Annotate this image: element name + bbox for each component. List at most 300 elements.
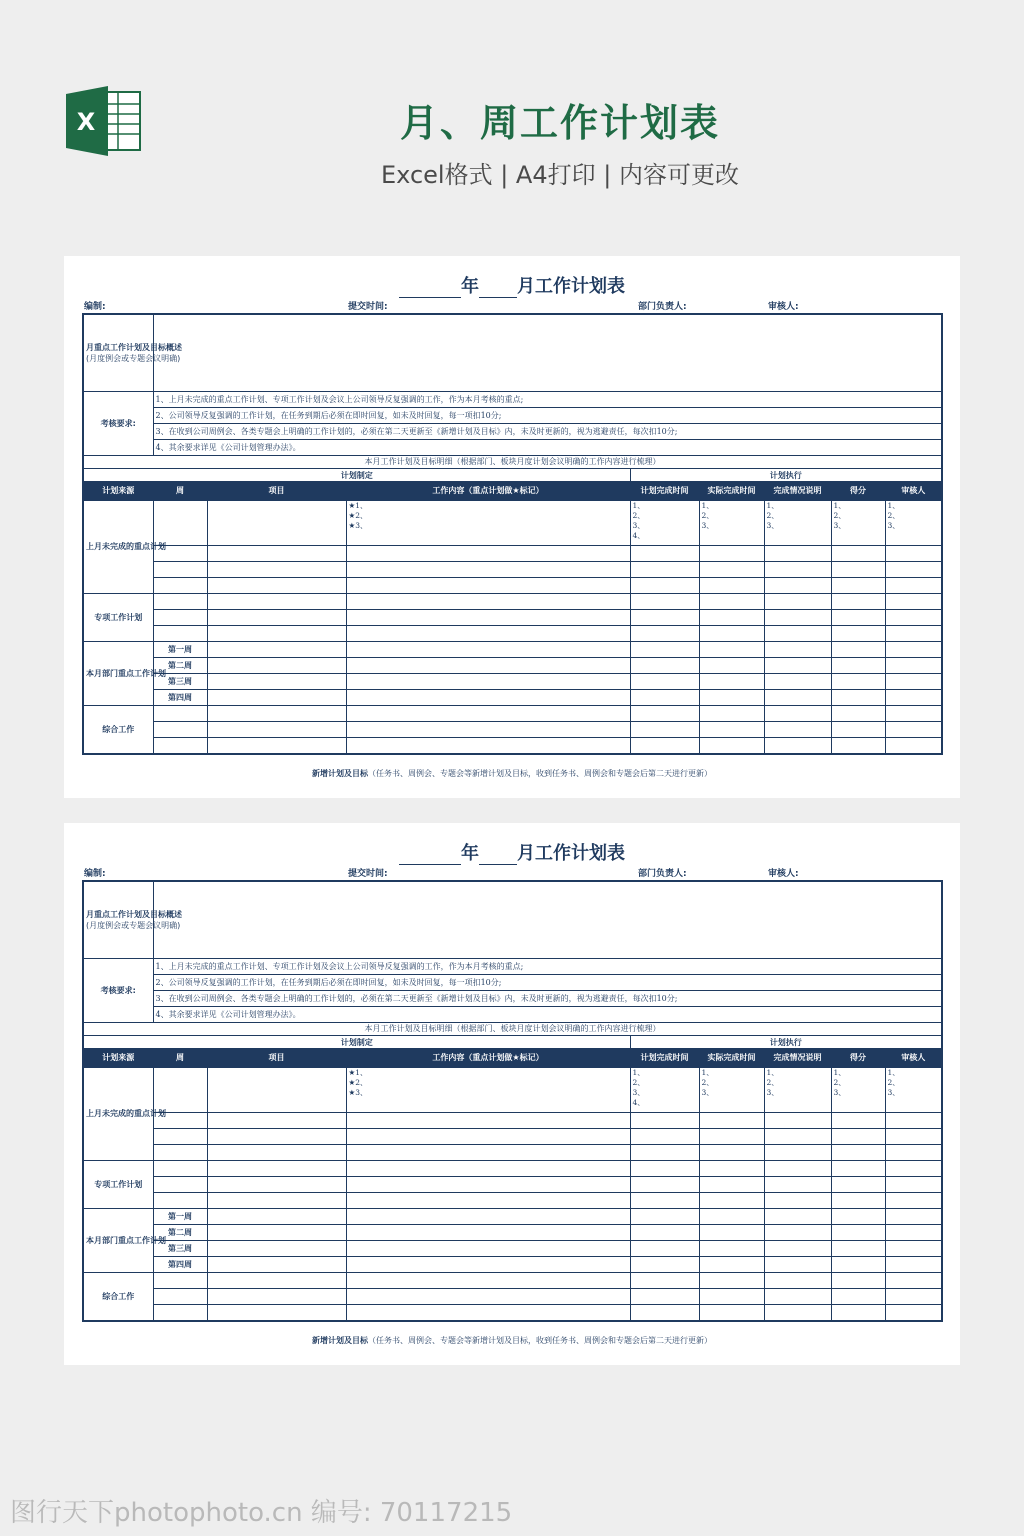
- cell[interactable]: [831, 1209, 885, 1225]
- cell[interactable]: [630, 1113, 699, 1129]
- cell[interactable]: [764, 706, 831, 722]
- cell[interactable]: [764, 1113, 831, 1129]
- plan-table-wrap: [82, 880, 941, 1322]
- cell[interactable]: [699, 738, 764, 755]
- table-row: [83, 1177, 942, 1193]
- cell[interactable]: [831, 626, 885, 642]
- cell[interactable]: [764, 610, 831, 626]
- week-label: 第二周: [153, 1225, 207, 1241]
- cell[interactable]: [764, 546, 831, 562]
- month-blank[interactable]: [479, 850, 517, 865]
- cell[interactable]: [699, 1241, 764, 1257]
- cell[interactable]: [699, 658, 764, 674]
- num-item: 2、: [766, 511, 779, 520]
- group-plan: 计划制定: [83, 469, 630, 482]
- cell[interactable]: [207, 706, 346, 722]
- col-reviewer: 审核人: [885, 482, 942, 501]
- cell[interactable]: [153, 501, 207, 546]
- table-row: [83, 706, 942, 722]
- col-score: 得分: [831, 482, 885, 501]
- cell[interactable]: [207, 562, 346, 578]
- col-week: 周: [153, 482, 207, 501]
- cell[interactable]: [630, 1161, 699, 1177]
- cell[interactable]: [207, 594, 346, 610]
- cell[interactable]: [346, 1241, 630, 1257]
- cell[interactable]: [699, 1129, 764, 1145]
- cell[interactable]: [885, 1193, 942, 1209]
- cell[interactable]: [346, 578, 630, 594]
- cell[interactable]: [885, 1145, 942, 1161]
- num-item: 3、: [766, 1088, 779, 1097]
- col-actual-time: 实际完成时间: [699, 482, 764, 501]
- num-item: 1、: [701, 501, 714, 510]
- cell[interactable]: [885, 1305, 942, 1322]
- cell[interactable]: [153, 1289, 207, 1305]
- meta-reviewer: 审核人:: [768, 302, 799, 312]
- cell[interactable]: [885, 706, 942, 722]
- cell[interactable]: [831, 642, 885, 658]
- cell[interactable]: [831, 1177, 885, 1193]
- assess-item: 1、上月未完成的重点工作计划、专项工作计划及会议上公司领导反复强调的工作，作为本月考核的重点;: [153, 959, 942, 975]
- cell[interactable]: [346, 1068, 630, 1113]
- cell[interactable]: [630, 690, 699, 706]
- cell[interactable]: [153, 610, 207, 626]
- table-row: [83, 626, 942, 642]
- cell[interactable]: [207, 1209, 346, 1225]
- num-item: 2、: [632, 511, 645, 520]
- overview-row: [83, 881, 942, 959]
- cell[interactable]: [699, 1145, 764, 1161]
- cell[interactable]: [885, 674, 942, 690]
- cell[interactable]: [699, 626, 764, 642]
- cell[interactable]: [630, 610, 699, 626]
- footer-note: 新增计划及目标（任务书、周例会、专题会等新增计划及目标，收到任务书、周例会和专题会后第二天进行更新）: [312, 769, 712, 778]
- cell[interactable]: [831, 1225, 885, 1241]
- cell[interactable]: [831, 578, 885, 594]
- cell[interactable]: [831, 594, 885, 610]
- cell[interactable]: [764, 642, 831, 658]
- meta-dept-head: 部门负责人:: [638, 869, 687, 879]
- cell[interactable]: [630, 1257, 699, 1273]
- cell[interactable]: [153, 562, 207, 578]
- cell[interactable]: [207, 1145, 346, 1161]
- num-item: 3、: [833, 521, 846, 530]
- cell[interactable]: [346, 1305, 630, 1322]
- table-row: [83, 546, 942, 562]
- cell[interactable]: [207, 658, 346, 674]
- cell[interactable]: [699, 1161, 764, 1177]
- cell[interactable]: [764, 578, 831, 594]
- cell[interactable]: [699, 1177, 764, 1193]
- cell[interactable]: [207, 1129, 346, 1145]
- cell[interactable]: [885, 1068, 942, 1113]
- group-monthly: 本月部门重点工作计划: [83, 1209, 153, 1273]
- star-item: ★1、: [348, 501, 368, 510]
- cell[interactable]: [699, 578, 764, 594]
- week-label: 第四周: [153, 690, 207, 706]
- group-unfinished: 上月未完成的重点计划: [83, 1068, 153, 1161]
- cell[interactable]: [630, 1225, 699, 1241]
- meta-editor: 编制:: [84, 302, 106, 312]
- week-label: 第四周: [153, 1257, 207, 1273]
- cell[interactable]: [764, 501, 831, 546]
- cell[interactable]: [885, 626, 942, 642]
- cell[interactable]: [699, 546, 764, 562]
- column-header-row: [83, 1049, 942, 1068]
- cell[interactable]: [885, 594, 942, 610]
- cell[interactable]: [153, 1305, 207, 1322]
- cell[interactable]: [885, 690, 942, 706]
- cell[interactable]: [346, 1209, 630, 1225]
- cell[interactable]: [831, 690, 885, 706]
- plan-table: [82, 313, 943, 755]
- cell[interactable]: [153, 1068, 207, 1113]
- cell[interactable]: [630, 722, 699, 738]
- col-status: 完成情况说明: [764, 482, 831, 501]
- cell[interactable]: [699, 610, 764, 626]
- num-item: 3、: [766, 521, 779, 530]
- cell[interactable]: [207, 674, 346, 690]
- cell[interactable]: [885, 738, 942, 755]
- star-item: ★3、: [348, 521, 368, 530]
- cell[interactable]: [885, 1225, 942, 1241]
- cell[interactable]: [630, 1273, 699, 1289]
- detail-caption: 本月工作计划及目标明细（根据部门、板块月度计划会议明确的工作内容进行梳理）: [83, 456, 942, 469]
- cell[interactable]: [831, 1129, 885, 1145]
- cell[interactable]: [630, 1241, 699, 1257]
- sheet-card-1: [64, 256, 960, 798]
- meta-editor: 编制:: [84, 869, 106, 879]
- cell[interactable]: [764, 1257, 831, 1273]
- group-plan: 计划制定: [83, 1036, 630, 1049]
- overview-input[interactable]: [153, 314, 942, 392]
- cell[interactable]: [885, 1177, 942, 1193]
- cell[interactable]: [831, 722, 885, 738]
- assess-item: 4、其余要求详见《公司计划管理办法》。: [153, 440, 942, 456]
- col-actual-time: 实际完成时间: [699, 1049, 764, 1068]
- meta-dept-head: 部门负责人:: [638, 302, 687, 312]
- assess-item: 3、在收到公司周例会、各类专题会上明确的工作计划的，必须在第二天更新至《新增计划及目标》内，未及时更新的，视为逃避责任，每次扣10分;: [153, 424, 942, 440]
- cell[interactable]: [630, 626, 699, 642]
- num-item: 2、: [701, 1078, 714, 1087]
- cell[interactable]: [699, 594, 764, 610]
- cell[interactable]: [699, 1305, 764, 1322]
- cell[interactable]: [831, 1145, 885, 1161]
- col-reviewer: 审核人: [885, 1049, 942, 1068]
- overview-label: 月重点工作计划及目标概述 (月度例会或专题会议明确): [83, 881, 153, 959]
- cell[interactable]: [764, 626, 831, 642]
- overview-input[interactable]: [153, 881, 942, 959]
- column-header-row: [83, 482, 942, 501]
- week-label: 第三周: [153, 674, 207, 690]
- cell[interactable]: [153, 594, 207, 610]
- cell[interactable]: [207, 1193, 346, 1209]
- col-score: 得分: [831, 1049, 885, 1068]
- table-row: [83, 1289, 942, 1305]
- cell[interactable]: [764, 562, 831, 578]
- cell[interactable]: [207, 578, 346, 594]
- cell[interactable]: [346, 690, 630, 706]
- cell[interactable]: [885, 501, 942, 546]
- cell[interactable]: [153, 706, 207, 722]
- cell[interactable]: [346, 562, 630, 578]
- cell[interactable]: [764, 1177, 831, 1193]
- cell[interactable]: [207, 626, 346, 642]
- cell[interactable]: [764, 1161, 831, 1177]
- cell[interactable]: [885, 562, 942, 578]
- table-row: [83, 1193, 942, 1209]
- cell[interactable]: [207, 642, 346, 658]
- cell[interactable]: [153, 722, 207, 738]
- num-item: 1、: [833, 501, 846, 510]
- cell[interactable]: [630, 1129, 699, 1145]
- col-project: 项目: [207, 482, 346, 501]
- cell[interactable]: [831, 1113, 885, 1129]
- cell[interactable]: [831, 658, 885, 674]
- cell[interactable]: [346, 1129, 630, 1145]
- cell[interactable]: [764, 1068, 831, 1113]
- cell[interactable]: [207, 1177, 346, 1193]
- overview-label: 月重点工作计划及目标概述 (月度例会或专题会议明确): [83, 314, 153, 392]
- cell[interactable]: [207, 1068, 346, 1113]
- star-item: ★3、: [348, 1088, 368, 1097]
- cell[interactable]: [153, 1273, 207, 1289]
- cell[interactable]: [207, 1305, 346, 1322]
- cell[interactable]: [346, 722, 630, 738]
- cell[interactable]: [207, 1289, 346, 1305]
- cell[interactable]: [699, 674, 764, 690]
- cell[interactable]: [207, 1273, 346, 1289]
- year-blank[interactable]: [399, 283, 461, 298]
- cell[interactable]: [153, 1177, 207, 1193]
- cell[interactable]: [630, 642, 699, 658]
- cell[interactable]: [885, 1209, 942, 1225]
- cell[interactable]: [346, 1289, 630, 1305]
- cell[interactable]: [346, 594, 630, 610]
- cell[interactable]: [831, 1161, 885, 1177]
- cell[interactable]: [207, 1161, 346, 1177]
- num-item: 2、: [833, 1078, 846, 1087]
- table-row: [83, 674, 942, 690]
- cell[interactable]: [831, 1257, 885, 1273]
- cell[interactable]: [630, 1209, 699, 1225]
- cell[interactable]: [630, 706, 699, 722]
- cell[interactable]: [699, 1273, 764, 1289]
- cell[interactable]: [153, 626, 207, 642]
- cell[interactable]: [885, 1113, 942, 1129]
- col-source: 计划来源: [83, 482, 153, 501]
- cell[interactable]: [699, 501, 764, 546]
- cell[interactable]: [207, 1113, 346, 1129]
- cell[interactable]: [346, 658, 630, 674]
- cell[interactable]: [207, 1225, 346, 1241]
- num-item: 3、: [632, 521, 645, 530]
- cell[interactable]: [885, 578, 942, 594]
- cell[interactable]: [885, 1129, 942, 1145]
- cell[interactable]: [885, 546, 942, 562]
- cell[interactable]: [153, 1161, 207, 1177]
- cell[interactable]: [831, 1305, 885, 1322]
- month-blank[interactable]: [479, 283, 517, 298]
- cell[interactable]: [699, 1257, 764, 1273]
- cell[interactable]: [207, 546, 346, 562]
- cell[interactable]: [699, 690, 764, 706]
- cell[interactable]: [630, 1145, 699, 1161]
- cell[interactable]: [699, 1068, 764, 1113]
- cell[interactable]: [630, 578, 699, 594]
- cell[interactable]: [831, 501, 885, 546]
- cell[interactable]: [630, 1177, 699, 1193]
- meta-submit-time: 提交时间:: [348, 869, 388, 879]
- sheet-title: 年 月工作计划表: [64, 272, 960, 298]
- cell[interactable]: [346, 1225, 630, 1241]
- cell[interactable]: [831, 674, 885, 690]
- cell[interactable]: [346, 1273, 630, 1289]
- assess-row: [83, 959, 942, 975]
- cell[interactable]: [699, 1289, 764, 1305]
- cell[interactable]: [764, 1241, 831, 1257]
- cell[interactable]: [831, 610, 885, 626]
- cell[interactable]: [207, 501, 346, 546]
- cell[interactable]: [764, 738, 831, 755]
- cell[interactable]: [346, 1145, 630, 1161]
- cell[interactable]: [630, 1193, 699, 1209]
- cell[interactable]: [764, 1273, 831, 1289]
- cell[interactable]: [630, 1068, 699, 1113]
- cell[interactable]: [630, 562, 699, 578]
- cell[interactable]: [699, 706, 764, 722]
- cell[interactable]: [346, 1113, 630, 1129]
- cell[interactable]: [207, 1241, 346, 1257]
- cell[interactable]: [699, 1209, 764, 1225]
- cell[interactable]: [153, 1193, 207, 1209]
- cell[interactable]: [346, 1161, 630, 1177]
- cell[interactable]: [831, 1193, 885, 1209]
- cell[interactable]: [153, 1145, 207, 1161]
- cell[interactable]: [764, 1129, 831, 1145]
- cell[interactable]: [699, 722, 764, 738]
- cell[interactable]: [699, 642, 764, 658]
- cell[interactable]: [764, 690, 831, 706]
- detail-caption: 本月工作计划及目标明细（根据部门、板块月度计划会议明确的工作内容进行梳理）: [83, 1023, 942, 1036]
- table-row: [83, 1225, 942, 1241]
- cell[interactable]: [885, 1161, 942, 1177]
- cell[interactable]: [764, 1225, 831, 1241]
- table-row: [83, 722, 942, 738]
- cell[interactable]: [764, 1193, 831, 1209]
- star-item: ★1、: [348, 1068, 368, 1077]
- excel-icon: [66, 86, 142, 156]
- cell[interactable]: [630, 1289, 699, 1305]
- col-week: 周: [153, 1049, 207, 1068]
- cell[interactable]: [207, 610, 346, 626]
- num-item: 2、: [701, 511, 714, 520]
- cell[interactable]: [346, 501, 630, 546]
- header: [0, 0, 1024, 230]
- cell[interactable]: [885, 1241, 942, 1257]
- cell[interactable]: [346, 610, 630, 626]
- cell[interactable]: [831, 562, 885, 578]
- table-row: [83, 1209, 942, 1225]
- table-row: [83, 690, 942, 706]
- cell[interactable]: [346, 706, 630, 722]
- cell[interactable]: [831, 706, 885, 722]
- cell[interactable]: [764, 1209, 831, 1225]
- cell[interactable]: [630, 594, 699, 610]
- cell[interactable]: [630, 674, 699, 690]
- cell[interactable]: [630, 1305, 699, 1322]
- table-row: [83, 1241, 942, 1257]
- cell[interactable]: [346, 1177, 630, 1193]
- cell[interactable]: [831, 546, 885, 562]
- cell[interactable]: [885, 642, 942, 658]
- cell[interactable]: [885, 1257, 942, 1273]
- cell[interactable]: [346, 738, 630, 755]
- cell[interactable]: [831, 1289, 885, 1305]
- cell[interactable]: [885, 1273, 942, 1289]
- cell[interactable]: [153, 738, 207, 755]
- cell[interactable]: [764, 722, 831, 738]
- num-item: 3、: [887, 521, 900, 530]
- page-subtitle: Excel格式 | A4打印 | 内容可更改: [381, 161, 739, 189]
- cell[interactable]: [630, 738, 699, 755]
- assess-item: 4、其余要求详见《公司计划管理办法》。: [153, 1007, 942, 1023]
- cell[interactable]: [630, 546, 699, 562]
- cell[interactable]: [831, 738, 885, 755]
- group-unfinished: 上月未完成的重点计划: [83, 501, 153, 594]
- cell[interactable]: [831, 1241, 885, 1257]
- cell[interactable]: [207, 1257, 346, 1273]
- cell[interactable]: [831, 1273, 885, 1289]
- cell[interactable]: [207, 722, 346, 738]
- cell[interactable]: [831, 1068, 885, 1113]
- cell[interactable]: [346, 626, 630, 642]
- cell[interactable]: [346, 642, 630, 658]
- cell[interactable]: [153, 1129, 207, 1145]
- cell[interactable]: [764, 1145, 831, 1161]
- year-blank[interactable]: [399, 850, 461, 865]
- cell[interactable]: [885, 610, 942, 626]
- assess-item: 2、公司领导反复强调的工作计划，在任务到期后必须在即时回复，如未及时回复，每一项扣10分;: [153, 408, 942, 424]
- cell[interactable]: [764, 674, 831, 690]
- cell[interactable]: [699, 1193, 764, 1209]
- cell[interactable]: [346, 674, 630, 690]
- table-row: [83, 562, 942, 578]
- cell[interactable]: [699, 1113, 764, 1129]
- cell[interactable]: [885, 1289, 942, 1305]
- cell[interactable]: [764, 594, 831, 610]
- cell[interactable]: [153, 578, 207, 594]
- cell[interactable]: [346, 1193, 630, 1209]
- cell[interactable]: [885, 658, 942, 674]
- cell[interactable]: [885, 722, 942, 738]
- cell[interactable]: [764, 1305, 831, 1322]
- cell[interactable]: [207, 738, 346, 755]
- cell[interactable]: [764, 1289, 831, 1305]
- cell[interactable]: [630, 658, 699, 674]
- star-item: ★2、: [348, 1078, 368, 1087]
- assess-item: 2、公司领导反复强调的工作计划，在任务到期后必须在即时回复，如未及时回复，每一项扣10分;: [153, 975, 942, 991]
- num-item: 1、: [766, 1068, 779, 1077]
- cell[interactable]: [630, 501, 699, 546]
- cell[interactable]: [699, 562, 764, 578]
- cell[interactable]: [346, 546, 630, 562]
- cell[interactable]: [764, 658, 831, 674]
- cell[interactable]: [207, 690, 346, 706]
- cell[interactable]: [699, 1225, 764, 1241]
- cell[interactable]: [346, 1257, 630, 1273]
- table-row: [83, 1161, 942, 1177]
